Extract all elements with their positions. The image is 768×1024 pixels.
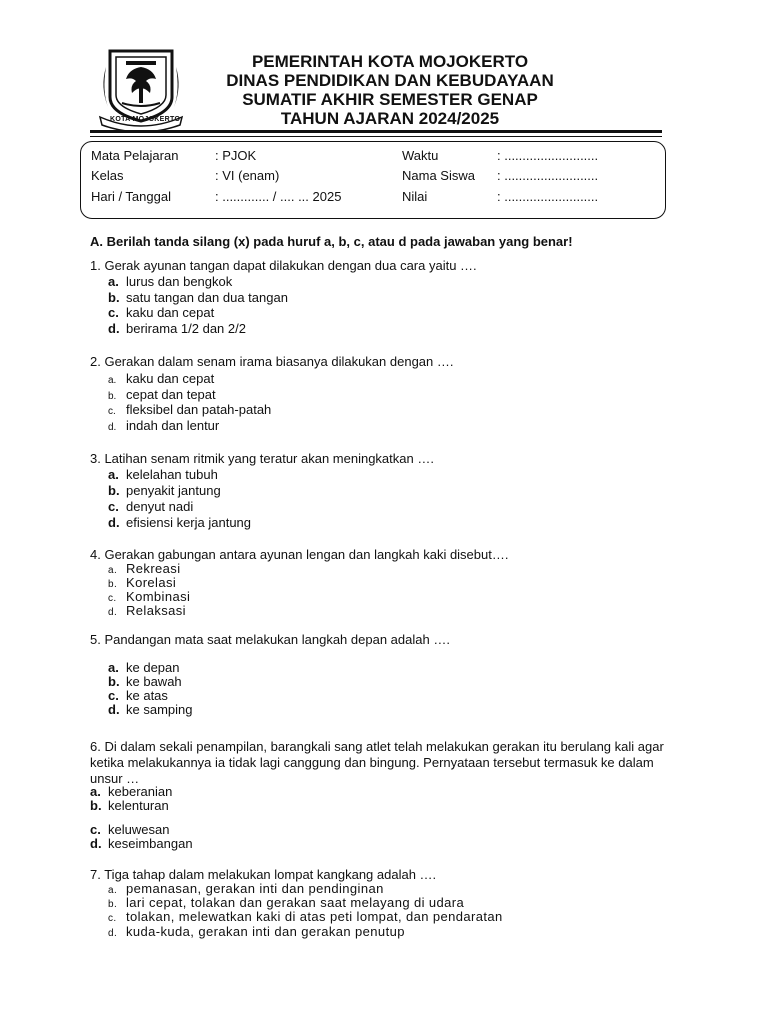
label-class: Kelas [91,168,124,183]
q1-option-b: b. satu tangan dan dua tangan [108,290,288,305]
q3-option-d: d. efisiensi kerja jantung [108,515,252,530]
q5-option-a: a. ke depan [108,660,180,675]
q6-option-a: a. keberanian [90,784,173,799]
q2-option-c: c. fleksibel dan patah-patah [108,402,272,417]
value-time: : .......................... [497,148,599,163]
q3-option-b: b. penyakit jantung [108,483,221,498]
q1-option-a: a. lurus dan bengkok [108,274,233,289]
q6-option-c: c. keluwesan [90,822,170,837]
question-6: 6. Di dalam sekali penampilan, barangkali sang atlet telah melakukan gerakan itu berulang kali agar ketika melakukannya ia tidak lagi canggung dan bingung. Pernyataan tersebut termasuk ke dalam unsur … [90,739,664,786]
q7-option-d: d. kuda-kuda, gerakan inti dan gerakan penutup [108,924,405,939]
value-class: : VI (enam) [215,168,280,183]
question-2: 2. Gerakan dalam senam irama biasanya dilakukan dengan …. [90,354,454,369]
q3-option-a: a. kelelahan tubuh [108,467,218,482]
question-1: 1. Gerak ayunan tangan dapat dilakukan dengan dua cara yaitu …. [90,258,477,273]
header-school-year: TAHUN AJARAN 2024/2025 [280,109,500,128]
q7-option-b: b. lari cepat, tolakan dan gerakan saat melayang di udara [108,895,465,910]
q4-option-a: a. Rekreasi [108,561,181,576]
value-student-name: : .......................... [497,168,599,183]
value-score: : .......................... [497,189,599,204]
logo-text: KOTA MOJOKERTO [110,116,181,123]
label-student-name: Nama Siswa [402,168,475,183]
question-4: 4. Gerakan gabungan antara ayunan lengan dan langkah kaki disebut…. [90,547,509,562]
q7-option-a: a. pemanasan, gerakan inti dan pendinginan [108,881,384,896]
label-subject: Mata Pelajaran [91,148,179,163]
q4-option-d: d. Relaksasi [108,603,186,618]
q3-option-c: c. denyut nadi [108,499,194,514]
header-department: DINAS PENDIDIKAN DAN KEBUDAYAAN [226,71,554,90]
q2-option-d: d. indah dan lentur [108,418,220,433]
q4-option-b: b. Korelasi [108,575,177,590]
label-score: Nilai [402,189,428,204]
q2-option-b: b. cepat dan tepat [108,387,216,402]
q6-option-b: b. kelenturan [90,798,169,813]
label-time: Waktu [402,148,439,163]
header-rule-thin [90,136,662,137]
label-date: Hari / Tanggal [91,189,171,204]
value-subject: : PJOK [215,148,257,163]
value-date: : ............. / .... ... 2025 [215,189,342,204]
question-3: 3. Latihan senam ritmik yang teratur akan meningkatkan …. [90,451,434,466]
q7-option-c: c. tolakan, melewatkan kaki di atas peti lompat, dan pendaratan [108,909,503,924]
header-government: PEMERINTAH KOTA MOJOKERTO [251,52,529,71]
question-5: 5. Pandangan mata saat melakukan langkah depan adalah …. [90,632,450,647]
q5-option-d: d. ke samping [108,702,193,717]
question-7: 7. Tiga tahap dalam melakukan lompat kangkang adalah …. [90,867,437,882]
q1-option-d: d. berirama 1/2 dan 2/2 [108,321,246,336]
q5-option-c: c. ke atas [108,688,168,703]
q6-option-d: d. keseimbangan [90,836,193,851]
q1-option-c: c. kaku dan cepat [108,305,215,320]
q2-option-a: a. kaku dan cepat [108,371,215,386]
header-rule-thick [90,130,662,133]
header-exam-title: SUMATIF AKHIR SEMESTER GENAP [242,90,538,109]
q4-option-c: c. Kombinasi [108,589,191,604]
q5-option-b: b. ke bawah [108,674,182,689]
section-a-instruction: A. Berilah tanda silang (x) pada huruf a, b, c, atau d pada jawaban yang benar! [90,234,573,249]
